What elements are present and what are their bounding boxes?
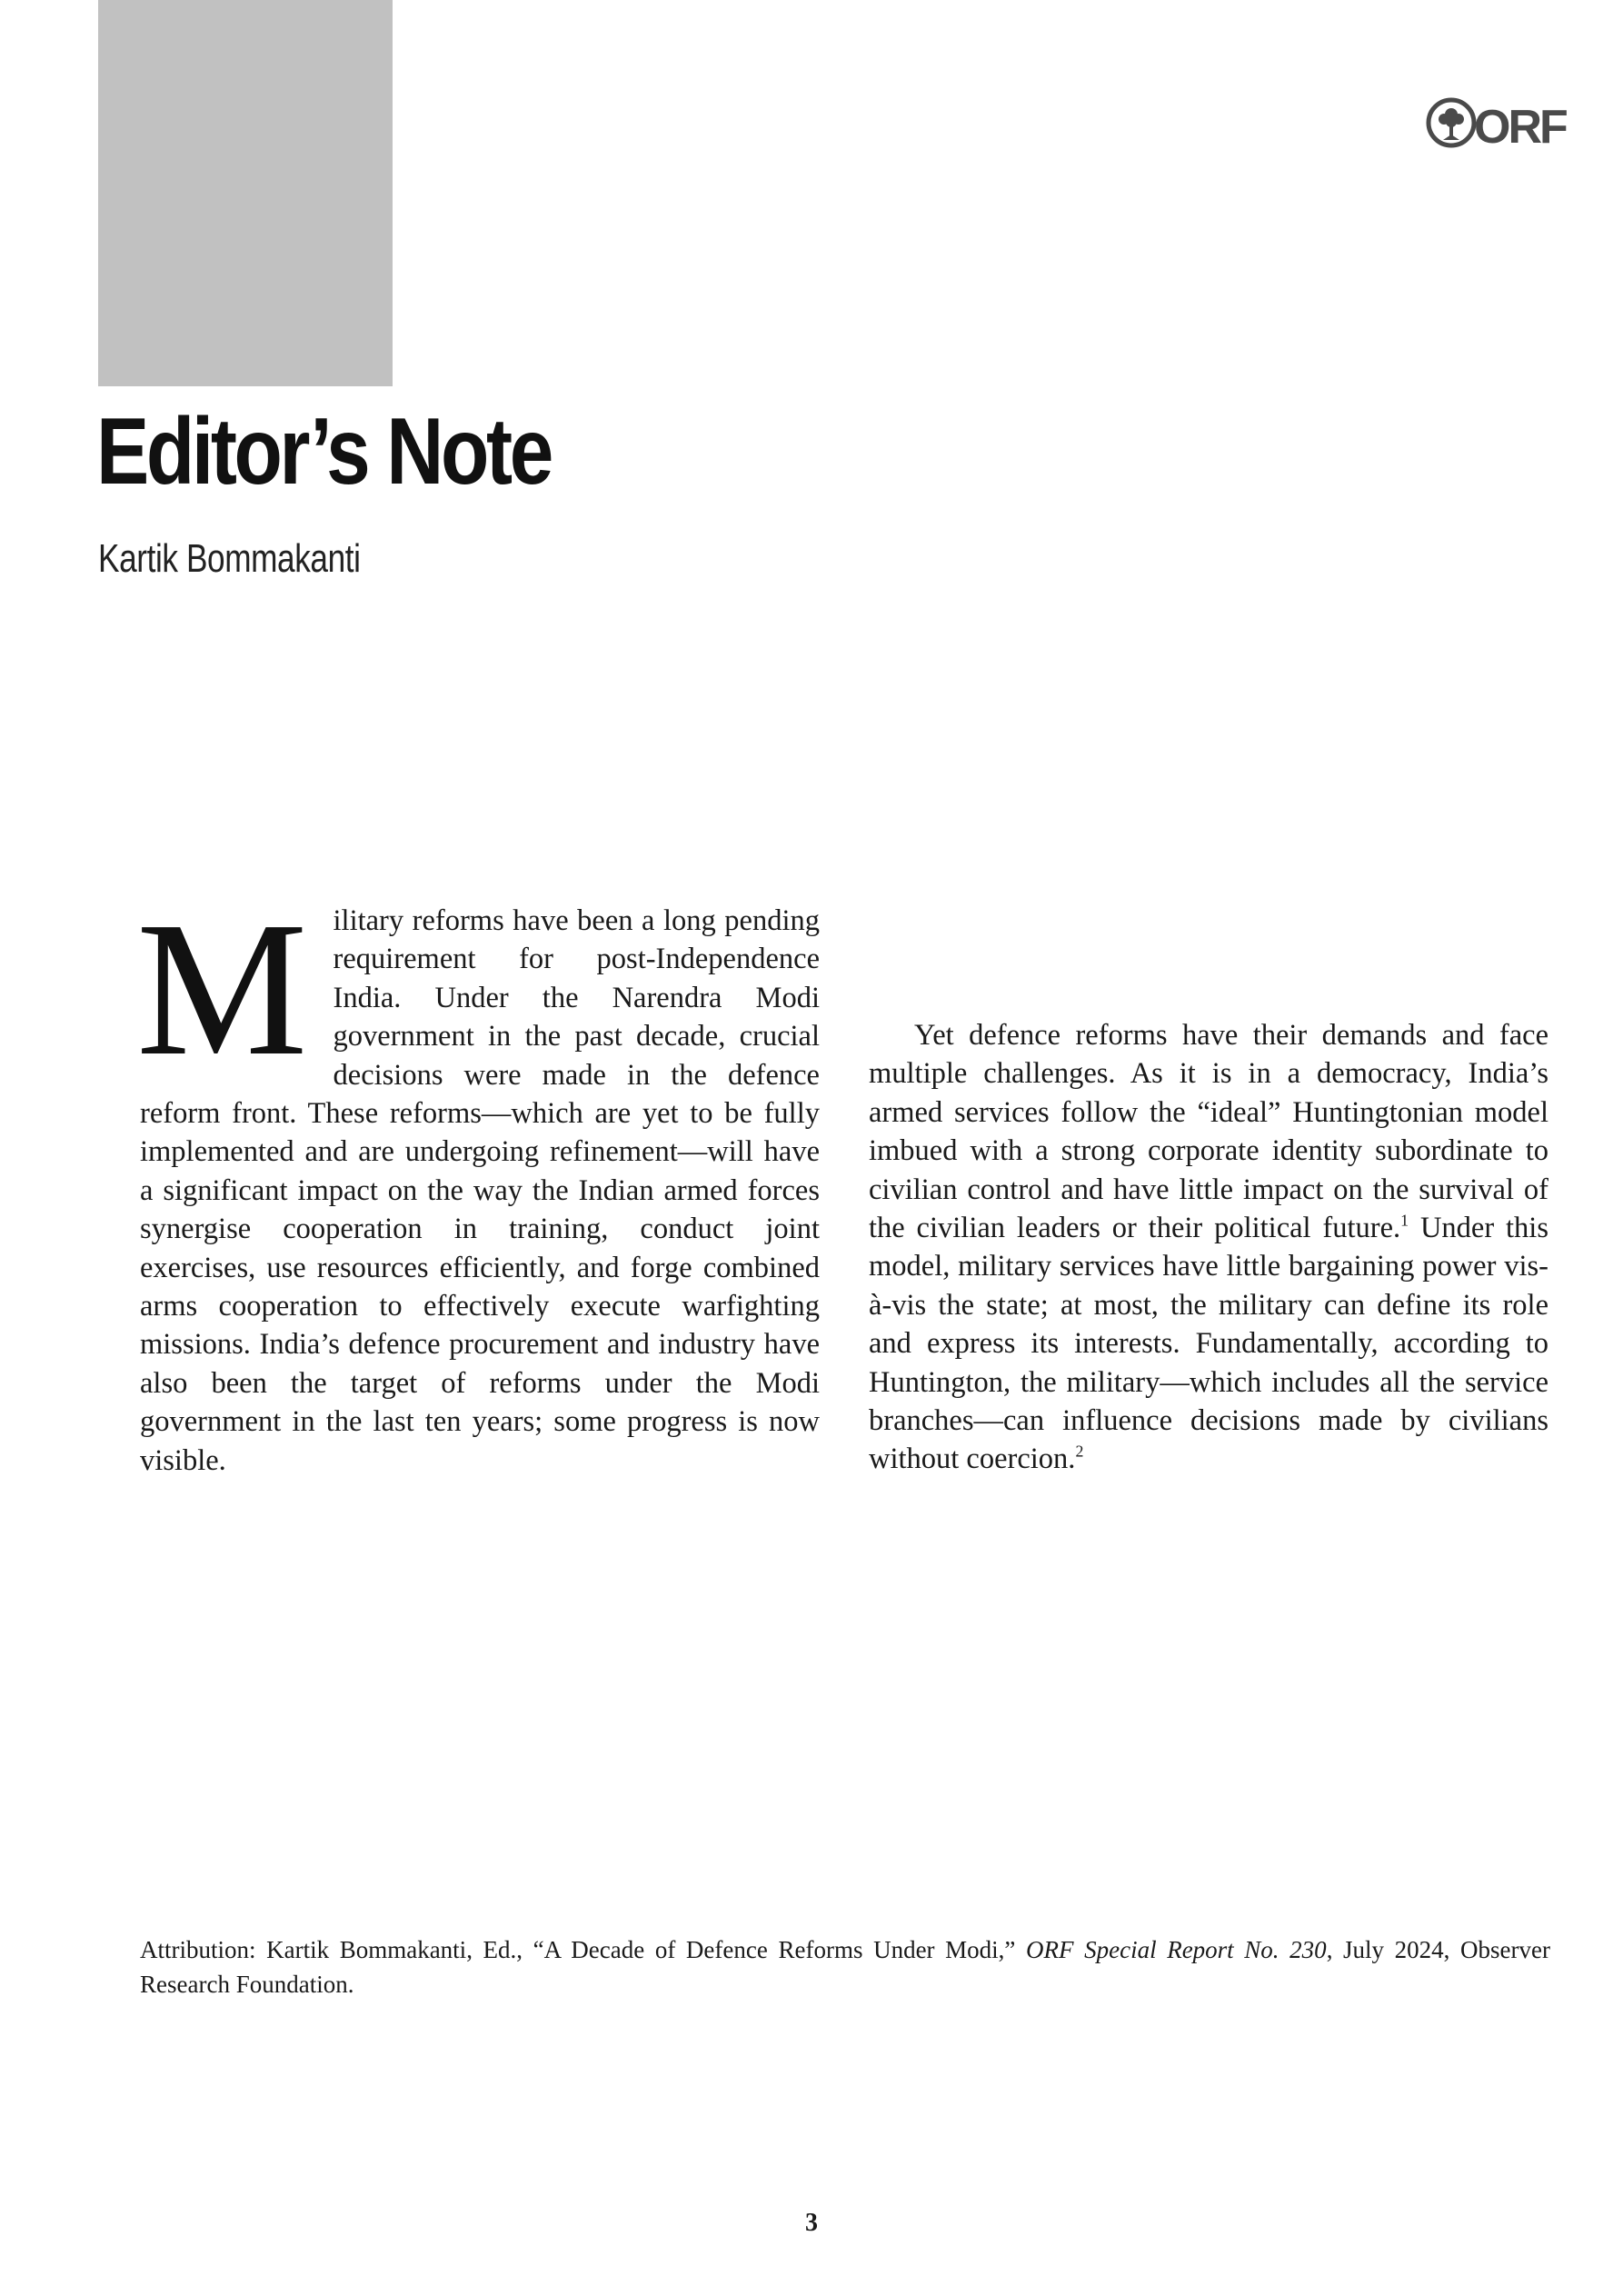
paragraph-text-part-1: Yet defence reforms have their demands and face multiple challenges. As it is in a democracy, India’s armed services follow the “ideal” Huntingtonian model imbued with a strong corporate identity subordinate to civilian control and have little impact on the survival of the civilian leaders or their political future. [869, 1019, 1548, 1245]
footnote-ref-1[interactable]: 1 [1400, 1211, 1409, 1230]
tree-icon [1439, 108, 1464, 140]
attribution [140, 1932, 1550, 2002]
footnote-ref-2[interactable]: 2 [1075, 1442, 1084, 1461]
orf-logo [1425, 95, 1566, 154]
page-title: Editor’s Note [96, 399, 551, 504]
body-column-right [869, 1016, 1548, 1479]
paragraph-text-part-2: Under this model, military services have little bargaining power vis-à-vis the state; at most, the military can define its role and express its interests. Fundamentally, according to Huntington, the military—which includes all the service branches—can influence decisions made by civilians without coercion. [869, 1212, 1548, 1476]
attribution-prefix: Attribution: Kartik Bommakanti, Ed., “A Decade of Defence Reforms Under Modi,” [140, 1936, 1027, 1963]
page-number: 3 [805, 2209, 818, 2237]
logo-text: ORF [1474, 101, 1566, 154]
paragraph-intro-text: ilitary reforms have been a long pending requirement for post-Independence India. Under the Narendra Modi government in the past decade, crucial decisions were made in the defence reform front. These reforms—which are yet to be fully implemented and are undergoing refinement—will have a significant impact on the way the Indian armed forces synergise cooperation in training, conduct joint exercises, use resources efficiently, and forge combined arms cooperation to effectively execute warfighting missions. India’s defence procurement and industry have also been the target of reforms under the Modi government in the last ten years; some progress is now visible. [140, 904, 820, 1477]
attribution-report-title: ORF Special Report No. 230 [1026, 1936, 1327, 1963]
header-grey-block [98, 0, 393, 386]
paragraph-huntington [869, 1016, 1548, 1479]
drop-cap: M [136, 882, 308, 1095]
attribution-suffix: , July 2024, Observer Research Foundation. [140, 1936, 1550, 1998]
body-column-left [136, 882, 820, 1480]
author-name: Kartik Bommakanti [98, 536, 361, 581]
